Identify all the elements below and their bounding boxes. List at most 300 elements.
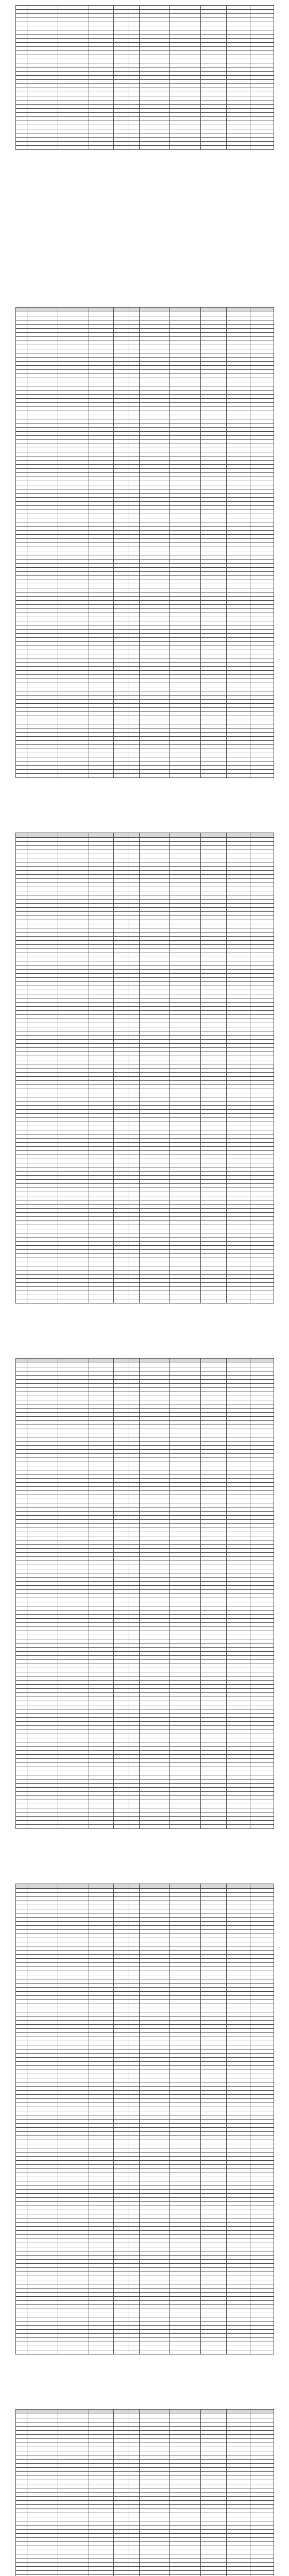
table-cell [89,1122,114,1126]
table-cell [114,700,128,704]
table-cell [170,1771,201,1775]
table-cell [170,1466,201,1470]
table-cell [227,1483,250,1487]
table-cell [16,630,27,634]
table-cell [114,1520,128,1524]
table-cell [58,1557,89,1561]
table-cell [58,1503,89,1507]
table-cell [128,1069,140,1073]
table-cell [128,337,140,341]
table-header-cell [114,1884,128,1889]
table-cell [170,1804,201,1808]
table-row [16,949,274,953]
table-cell [140,2029,171,2033]
table-cell [140,1015,171,1019]
table-cell [16,908,27,912]
table-cell [170,1027,201,1031]
table-cell [170,320,201,325]
table-cell [128,10,140,14]
table-cell [27,80,58,84]
table-cell [201,1371,227,1376]
table-cell [140,1266,171,1270]
table-cell [201,117,227,121]
table-cell [140,1771,171,1775]
table-cell [170,1755,201,1759]
table-cell [227,1959,250,1963]
table-cell [27,1800,58,1804]
table-cell [27,1155,58,1159]
table-cell [140,1938,171,1942]
table-cell [140,88,171,92]
table-cell [128,1242,140,1246]
table-cell [16,1184,27,1188]
table-cell [128,1643,140,1648]
table-cell [170,1114,201,1118]
table-cell [16,974,27,978]
table-cell [58,949,89,953]
table-cell [201,675,227,679]
table-cell [58,1093,89,1097]
table-cell [16,329,27,333]
table-cell [58,1512,89,1516]
table-cell [58,1734,89,1738]
table-cell [27,1126,58,1130]
table-cell [16,1512,27,1516]
table-cell [170,2000,201,2004]
table-cell [27,1611,58,1615]
table-cell [250,696,274,700]
table-cell [89,1442,114,1446]
table-cell [201,941,227,945]
table-cell [128,1693,140,1697]
table-cell [227,953,250,957]
table-cell [140,1942,171,1946]
table-cell [27,2016,58,2021]
table-header-cell [227,833,250,838]
table-cell [58,432,89,436]
table-cell [250,1114,274,1118]
table-cell [201,1528,227,1532]
table-cell [170,461,201,465]
table-cell [58,2008,89,2012]
table-cell [27,1545,58,1549]
table-cell [114,1775,128,1780]
table-cell [128,1557,140,1561]
table-row [16,584,274,588]
table-cell [140,912,171,916]
table-cell [128,945,140,949]
table-row [16,1209,274,1213]
table-cell [89,846,114,850]
table-cell [170,1913,201,1918]
table-cell [114,494,128,498]
table-row [16,1126,274,1130]
table-cell [140,749,171,753]
table-cell [27,1996,58,2000]
table-cell [27,1697,58,1701]
table-cell [128,1984,140,1988]
table-cell [89,1413,114,1417]
table-cell [114,728,128,733]
table-cell [27,663,58,667]
table-cell [114,1532,128,1536]
table-cell [16,1602,27,1606]
table-cell [89,1233,114,1238]
table-cell [128,1792,140,1796]
table-cell [201,1064,227,1069]
table-row [16,1817,274,1821]
table-cell [140,753,171,757]
table-cell [227,353,250,358]
table-cell [227,683,250,687]
table-cell [58,965,89,970]
table-cell [89,1019,114,1023]
table-cell [140,469,171,473]
table-cell [140,382,171,386]
table-cell [227,1073,250,1077]
table-cell [227,691,250,696]
table-cell [170,1470,201,1475]
table-cell [250,358,274,362]
table-cell [140,1652,171,1656]
table-cell [128,761,140,766]
table-cell [250,63,274,67]
table-cell [27,1926,58,1930]
table-cell [16,1955,27,1959]
table-cell [27,1693,58,1697]
table-cell [128,1808,140,1812]
table-cell [114,961,128,965]
table-cell [227,518,250,522]
table-cell [128,1172,140,1176]
table-cell [16,1718,27,1722]
table-cell [227,1963,250,1967]
table-cell [227,654,250,658]
table-cell [89,564,114,568]
table-cell [201,1709,227,1714]
table-cell [250,1147,274,1151]
table-cell [27,551,58,555]
table-cell [250,1606,274,1611]
table-cell [114,14,128,18]
table-cell [89,638,114,642]
table-cell [140,904,171,908]
table-cell [58,1967,89,1971]
table-cell [16,312,27,316]
table-cell [201,1738,227,1742]
table-row [16,1479,274,1483]
table-cell [114,716,128,720]
table-cell [170,2012,201,2016]
table-cell [89,1963,114,1967]
table-cell [27,1627,58,1631]
table-row [16,329,274,333]
table-cell [114,1988,128,1992]
table-cell [227,1097,250,1101]
table-cell [27,1594,58,1598]
table-cell [58,1540,89,1545]
table-cell [89,1959,114,1963]
table-row [16,679,274,683]
table-cell [128,138,140,142]
table-row [16,994,274,998]
table-cell [27,1048,58,1052]
table-cell [114,358,128,362]
table-cell [140,1656,171,1660]
table-cell [170,945,201,949]
table-cell [201,341,227,345]
table-cell [201,1279,227,1283]
table-cell [128,1400,140,1404]
table-cell [128,990,140,994]
table-cell [27,1031,58,1036]
table-cell [227,621,250,625]
table-cell [201,1499,227,1503]
table-cell [16,1528,27,1532]
note-line [15,161,274,166]
table-cell [227,1804,250,1808]
table-cell [201,621,227,625]
table-cell [250,1742,274,1747]
table-cell [170,1262,201,1266]
table-cell [89,941,114,945]
table-cell [140,1821,171,1825]
table-cell [170,1730,201,1734]
table-cell [140,1557,171,1561]
table-cell [114,362,128,366]
table-cell [16,716,27,720]
table-cell [170,1586,201,1590]
table-cell [250,481,274,485]
table-cell [114,1763,128,1767]
table-row [16,1718,274,1722]
table-cell [16,142,27,146]
table-cell [227,1019,250,1023]
table-cell [201,1598,227,1602]
table-cell [58,576,89,580]
table-cell [201,1225,227,1229]
table-cell [128,1404,140,1409]
table-cell [170,489,201,494]
table-cell [227,663,250,667]
table-cell [89,1984,114,1988]
table-cell [58,1081,89,1085]
table-cell [128,1437,140,1442]
table-cell [250,1258,274,1262]
table-cell [140,1085,171,1089]
table-cell [250,59,274,63]
table-cell [227,1909,250,1913]
table-cell [227,1462,250,1466]
table-cell [170,924,201,928]
table-cell [114,353,128,358]
table-cell [16,1200,27,1205]
table-cell [170,395,201,399]
table-cell [170,1503,201,1507]
table-header-cell [140,1884,171,1889]
table-cell [58,2012,89,2016]
table-cell [89,1433,114,1437]
table-cell [128,900,140,904]
table-cell [128,634,140,638]
table-cell [170,1139,201,1143]
table-cell [227,1796,250,1800]
table-cell [170,1376,201,1380]
table-row [16,1446,274,1450]
table-cell [58,1167,89,1172]
table-cell [170,634,201,638]
table-cell [250,337,274,341]
table-cell [128,1582,140,1586]
table-cell [140,403,171,407]
table-cell [16,510,27,514]
table-cell [170,1963,201,1967]
table-cell [201,1089,227,1093]
table-cell [27,879,58,883]
table-cell [201,1565,227,1569]
table-cell [58,502,89,506]
table-cell [114,1437,128,1442]
table-cell [58,100,89,105]
table-cell [27,1623,58,1627]
table-cell [227,1371,250,1376]
table-row [16,1992,274,1996]
table-cell [128,1262,140,1266]
table-cell [58,658,89,663]
table-cell [89,518,114,522]
table-cell [201,728,227,733]
table-cell [140,1623,171,1627]
table-cell [250,461,274,465]
table-cell [170,1565,201,1569]
table-cell [250,1007,274,1011]
table-cell [58,22,89,26]
table-cell [16,320,27,325]
table-cell [227,138,250,142]
table-cell [114,1889,128,1893]
table-cell [58,403,89,407]
table-cell [114,1295,128,1299]
table-cell [16,378,27,382]
table-cell [114,395,128,399]
table-cell [89,1627,114,1631]
table-row [16,1217,274,1221]
table-cell [250,1557,274,1561]
table-row [16,1693,274,1697]
table-cell [227,1681,250,1685]
table-cell [16,1056,27,1060]
table-cell [170,1246,201,1250]
table-cell [227,1648,250,1652]
table-cell [89,1557,114,1561]
table-row [16,1979,274,1984]
table-cell [27,1808,58,1812]
table-cell [58,333,89,337]
table-cell [16,1540,27,1545]
table-cell [140,846,171,850]
table-cell [58,675,89,679]
table-cell [250,403,274,407]
table-cell [16,1126,27,1130]
table-header-cell [227,1359,250,1363]
table-cell [250,945,274,949]
table-cell [140,1979,171,1984]
table-cell [16,1959,27,1963]
table-cell [227,1656,250,1660]
table-cell [201,2021,227,2025]
table-cell [250,47,274,51]
table-cell [16,1089,27,1093]
table-cell [16,920,27,924]
table-cell [227,1955,250,1959]
table-cell [27,887,58,891]
table-cell [140,770,171,774]
table-cell [140,1027,171,1031]
table-cell [128,1775,140,1780]
table-cell [140,1520,171,1524]
table-cell [89,105,114,109]
table-cell [16,1097,27,1101]
table-cell [89,96,114,100]
table-cell [250,531,274,535]
table-cell [114,1792,128,1796]
table-cell [140,1388,171,1392]
table-cell [201,1755,227,1759]
table-cell [58,605,89,609]
table-cell [170,1524,201,1528]
table-cell [27,766,58,770]
table-cell [58,2000,89,2004]
table-row [16,1709,274,1714]
table-cell [89,386,114,391]
table-cell [89,745,114,749]
table-cell [16,621,27,625]
table-cell [250,708,274,712]
table-cell [227,854,250,858]
table-cell [201,1963,227,1967]
table-cell [16,96,27,100]
table-cell [140,1246,171,1250]
table-cell [58,770,89,774]
table-cell [114,1367,128,1371]
table-cell [27,1528,58,1532]
table-cell [16,337,27,341]
table-cell [89,1437,114,1442]
table-cell [89,1188,114,1192]
table-cell [58,316,89,320]
table-cell [58,1718,89,1722]
table-cell [227,1262,250,1266]
table-cell [140,1909,171,1913]
table-cell [140,1167,171,1172]
table-cell [227,1755,250,1759]
table-cell [201,362,227,366]
table-cell [227,1205,250,1209]
table-cell [128,1714,140,1718]
table-cell [27,854,58,858]
table-cell [16,14,27,18]
table-cell [250,1951,274,1955]
table-cell [227,1437,250,1442]
table-cell [58,55,89,59]
table-cell [170,564,201,568]
table-cell [170,1656,201,1660]
table-cell [128,1709,140,1714]
table-cell [227,1106,250,1110]
table-cell [140,1524,171,1528]
table-cell [201,1180,227,1184]
table-cell [114,613,128,617]
